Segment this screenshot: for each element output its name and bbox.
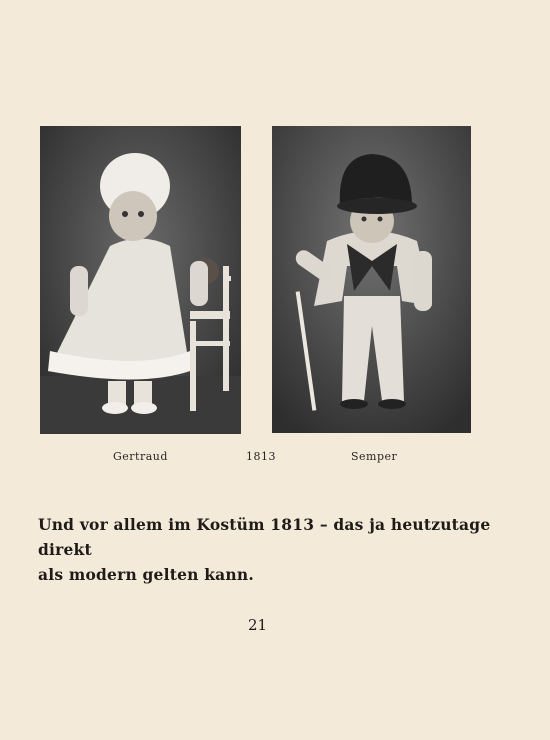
body-line-1: Und vor allem im Kostüm 1813 – das ja heutzutage direkt	[38, 515, 491, 559]
page-number: 21	[248, 616, 268, 634]
doll-in-bonnet-and-white-dress-photo	[40, 126, 241, 434]
photo-semper	[272, 126, 471, 433]
doll-with-top-hat-and-cane-photo	[272, 126, 471, 433]
body-line-2: als modern gelten kann.	[38, 565, 254, 584]
photo-gertraud	[40, 126, 241, 434]
caption-gertraud: Gertraud	[113, 450, 168, 463]
body-paragraph	[38, 512, 518, 587]
caption-year: 1813	[246, 450, 276, 463]
caption-semper: Semper	[351, 450, 398, 463]
